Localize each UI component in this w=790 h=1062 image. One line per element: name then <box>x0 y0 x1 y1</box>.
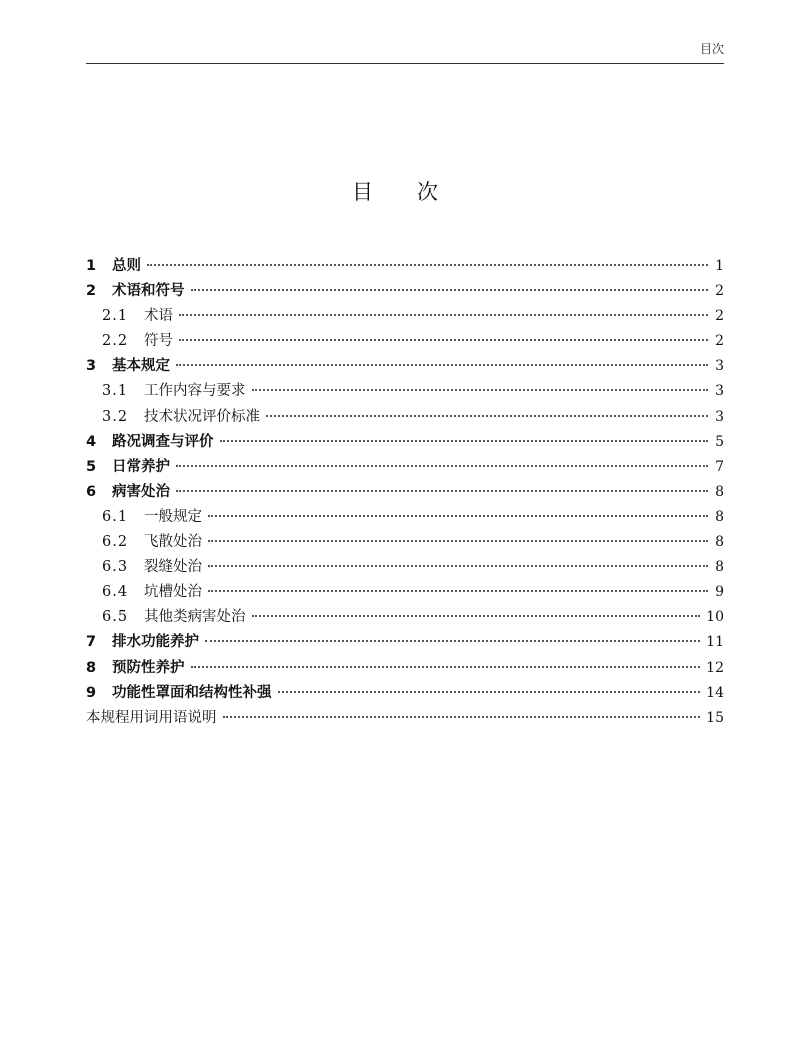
toc-entry[interactable] <box>86 605 724 630</box>
toc-entry-number: 6.5 <box>102 609 129 626</box>
toc-entry-number: 3.2 <box>102 408 129 425</box>
dot-leader <box>252 615 701 617</box>
toc-entry-page: 8 <box>715 508 724 525</box>
dot-leader <box>223 716 701 718</box>
toc-entry[interactable] <box>86 681 724 706</box>
toc-entry-title: 术语 <box>144 308 173 325</box>
toc-entry[interactable] <box>86 254 724 279</box>
toc-entry-page: 5 <box>715 433 724 450</box>
toc-entry-title: 路况调查与评价 <box>112 433 214 450</box>
toc-entry-number: 3.1 <box>102 383 129 400</box>
toc-entry-page: 7 <box>715 458 724 475</box>
toc-entry[interactable] <box>86 555 724 580</box>
toc-entry-title: 工作内容与要求 <box>144 383 246 400</box>
toc-entry-number: 6 <box>86 483 97 500</box>
toc-entry[interactable] <box>86 405 724 430</box>
toc-entry-page: 2 <box>715 308 724 325</box>
table-of-contents <box>86 254 724 731</box>
page-title: 目次 <box>352 180 482 204</box>
toc-entry[interactable] <box>86 304 724 329</box>
toc-entry[interactable] <box>86 430 724 455</box>
toc-entry-page: 3 <box>715 408 724 425</box>
toc-entry-number: 4 <box>86 433 97 450</box>
dot-leader <box>176 364 708 366</box>
toc-entry-number: 6.3 <box>102 559 129 576</box>
dot-leader <box>208 565 708 567</box>
toc-entry-title: 日常养护 <box>112 458 170 475</box>
toc-entry[interactable] <box>86 279 724 304</box>
toc-entry-title: 裂缝处治 <box>144 559 202 576</box>
toc-entry[interactable] <box>86 329 724 354</box>
toc-entry[interactable] <box>86 656 724 681</box>
running-head: 目次 <box>699 42 724 56</box>
toc-entry-page: 3 <box>715 358 724 375</box>
toc-entry[interactable] <box>86 480 724 505</box>
toc-entry[interactable] <box>86 530 724 555</box>
toc-entry-title: 本规程用词用语说明 <box>86 709 217 726</box>
toc-entry-title: 术语和符号 <box>112 283 185 300</box>
toc-entry-number: 6.2 <box>102 534 129 551</box>
toc-entry-number: 8 <box>86 659 97 676</box>
toc-entry-title: 预防性养护 <box>112 659 185 676</box>
dot-leader <box>191 666 701 668</box>
dot-leader <box>266 415 708 417</box>
dot-leader <box>208 590 708 592</box>
toc-entry-page: 3 <box>715 383 724 400</box>
toc-entry-page: 8 <box>715 534 724 551</box>
toc-entry-page: 8 <box>715 559 724 576</box>
toc-entry-number: 5 <box>86 458 97 475</box>
toc-entry-title: 基本规定 <box>112 358 170 375</box>
toc-entry-number: 1 <box>86 258 97 274</box>
dot-leader <box>179 339 708 341</box>
toc-entry-number: 3 <box>86 358 97 375</box>
toc-entry-title: 总则 <box>112 258 141 274</box>
toc-entry[interactable] <box>86 379 724 404</box>
toc-entry-number: 9 <box>86 684 97 701</box>
dot-leader <box>147 264 708 266</box>
toc-entry-page: 10 <box>706 609 724 626</box>
toc-entry-title: 飞散处治 <box>144 534 202 551</box>
dot-leader <box>220 440 709 442</box>
dot-leader <box>176 490 708 492</box>
toc-entry-page: 11 <box>706 634 724 651</box>
toc-entry[interactable] <box>86 505 724 530</box>
dot-leader <box>191 289 709 291</box>
toc-entry-number: 6.4 <box>102 584 129 601</box>
toc-entry-page: 8 <box>715 483 724 500</box>
toc-entry-title: 技术状况评价标准 <box>144 408 260 425</box>
toc-entry-page: 2 <box>715 283 724 300</box>
toc-entry-number: 6.1 <box>102 508 129 525</box>
toc-entry-page: 12 <box>706 659 724 676</box>
toc-entry[interactable] <box>86 706 724 731</box>
toc-entry-number: 7 <box>86 634 97 651</box>
toc-entry-title: 排水功能养护 <box>112 634 199 651</box>
dot-leader <box>208 540 708 542</box>
toc-entry[interactable] <box>86 354 724 379</box>
toc-entry-title: 一般规定 <box>144 508 202 525</box>
toc-entry-title: 病害处治 <box>112 483 170 500</box>
dot-leader <box>176 465 708 467</box>
toc-entry-title: 其他类病害处治 <box>144 609 246 626</box>
toc-entry-page: 9 <box>715 584 724 601</box>
toc-entry[interactable] <box>86 580 724 605</box>
header-rule <box>86 63 724 64</box>
toc-entry-title: 坑槽处治 <box>144 584 202 601</box>
dot-leader <box>208 515 708 517</box>
toc-entry-page: 15 <box>706 709 724 726</box>
toc-entry[interactable] <box>86 630 724 655</box>
toc-entry-page: 14 <box>706 684 724 701</box>
dot-leader <box>278 691 701 693</box>
dot-leader <box>252 389 709 391</box>
toc-entry-page: 1 <box>715 258 724 274</box>
dot-leader <box>205 640 700 642</box>
toc-entry-title: 功能性罩面和结构性补强 <box>112 684 272 701</box>
dot-leader <box>179 314 708 316</box>
toc-entry-page: 2 <box>715 333 724 350</box>
toc-entry-number: 2.1 <box>102 308 129 325</box>
toc-entry-number: 2.2 <box>102 333 129 350</box>
toc-entry-number: 2 <box>86 283 97 300</box>
toc-entry[interactable] <box>86 455 724 480</box>
toc-entry-title: 符号 <box>144 333 173 350</box>
